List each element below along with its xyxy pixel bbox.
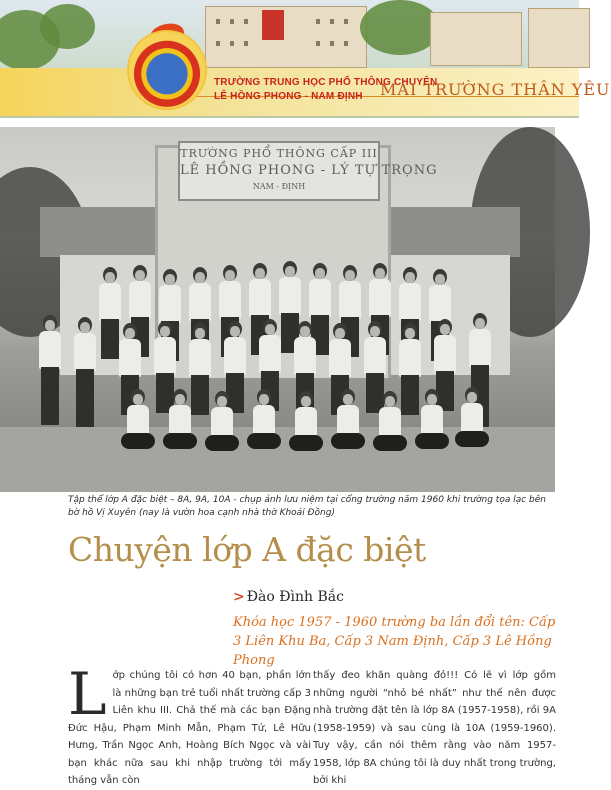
school-logo-icon — [127, 30, 207, 110]
school-name-line1: TRƯỜNG TRUNG HỌC PHỔ THÔNG CHUYÊN — [214, 77, 438, 88]
article-intro: Khóa học 1957 - 1960 trường ba lần đổi tên: Cấp 3 Liên Khu Ba, Cấp 3 Nam Định, Cấp 3 Lê Hồng Phong — [233, 615, 556, 668]
student-figure — [35, 315, 65, 425]
gate-sign — [178, 141, 438, 201]
gate-sign-line2: LÊ HỒNG PHONG - LÝ TỰ TRỌNG — [180, 163, 438, 178]
class-photo — [0, 127, 555, 492]
article-byline — [233, 589, 344, 605]
author-name: Đào Đình Bắc — [246, 589, 344, 605]
student-figure — [202, 391, 242, 453]
gate-sign-line1: TRƯỜNG PHỔ THÔNG CẤP III — [180, 147, 378, 160]
portrait-banner — [262, 10, 284, 40]
article-column-2 — [313, 667, 556, 790]
student-figure — [452, 387, 492, 449]
student-figure — [286, 391, 326, 453]
school-name-line2: LÊ HỒNG PHONG - NAM ĐỊNH — [214, 91, 363, 102]
gate-sign-line3: NAM - ĐỊNH — [252, 182, 306, 191]
school-building-illustration — [528, 8, 590, 68]
section-title: MÁI TRƯỜNG THÂN YÊU — [380, 80, 611, 99]
school-building-illustration — [205, 6, 367, 68]
student-figure — [328, 389, 368, 451]
byline-marker: > — [233, 589, 245, 605]
drop-cap: L — [68, 660, 107, 728]
student-figure — [370, 391, 410, 453]
column-2-text: thấy đeo khăn quàng đỏ!!! Có lẽ vì lớp gồm những người “nhỏ bé nhất” như thế nên được nhà trường đặt tên là lớp 8A (1957-1958), rồi 9A (1958-1959) và sau cùng là 10A (1959-1960). Tuy vậy, cần nói thêm rằng vào năm 1957-1958, lớp 8A chúng tôi là duy nhất trong trường, bởi khi — [313, 670, 556, 786]
student-figure — [412, 389, 452, 451]
column-1-text: ớp chúng tôi có hơn 40 bạn, phần lớn là những bạn trẻ tuổi nhất trường cấp 3 Liên khu III. Chả thế mà các bạn Đặng Đức Hậu, Phạm Minh Mẫn, Phạm Tứ, Lê Hữu Hưng, Trần Ngọc Anh, Hoàng Bích Ngọc và vài bạn khác nữa sau khi nhập trường tới mấy tháng vẫn còn — [68, 670, 311, 786]
article-column-1 — [68, 660, 311, 790]
student-figure — [70, 317, 100, 427]
school-building-illustration — [430, 12, 522, 66]
photo-caption: Tập thể lớp A đặc biệt – 8A, 9A, 10A - chụp ảnh lưu niệm tại cổng trường năm 1960 khi trường tọa lạc bên bờ hồ Vị Xuyên (nay là vườn hoa cạnh nhà thờ Khoái Đồng) — [68, 495, 546, 518]
article-title: Chuyện lớp A đặc biệt — [68, 530, 426, 569]
student-figure — [244, 389, 284, 451]
student-figure — [118, 389, 158, 451]
header-banner — [0, 0, 611, 118]
tree-illustration — [360, 0, 440, 55]
student-figure — [160, 389, 200, 451]
tree-illustration — [40, 4, 95, 49]
